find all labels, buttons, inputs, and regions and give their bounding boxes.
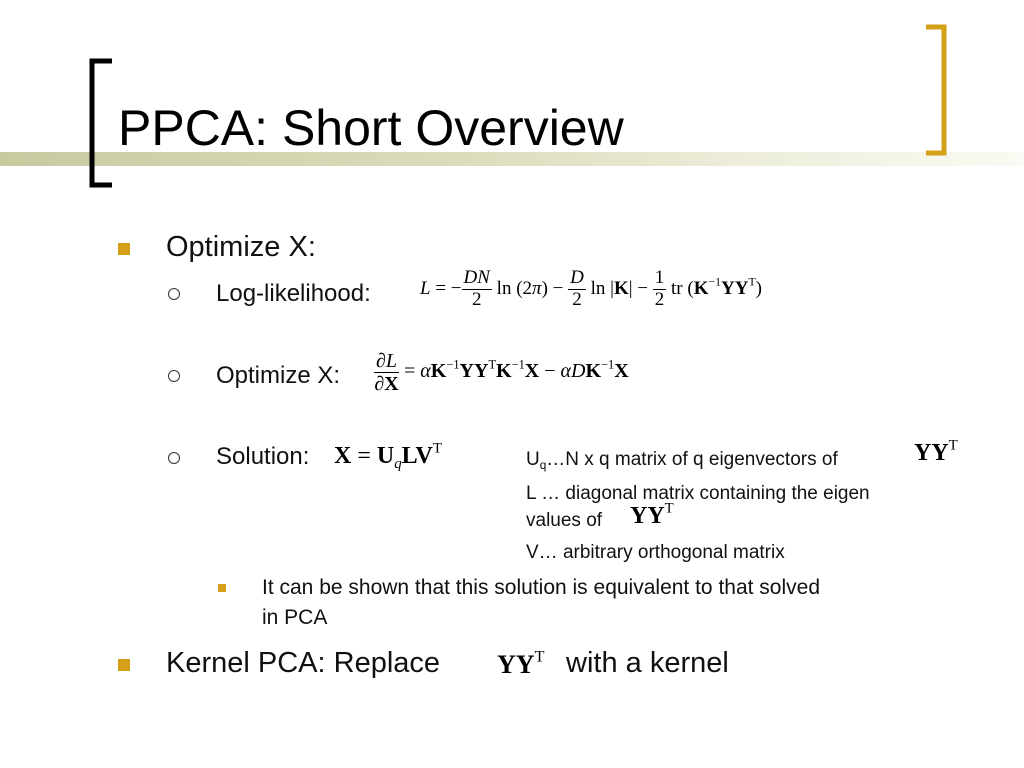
circle-bullet-icon bbox=[168, 370, 180, 382]
kernel-pca-prefix: Kernel PCA: Replace bbox=[166, 647, 441, 679]
kernel-pca-suffix: with a kernel bbox=[566, 647, 729, 679]
yyt-symbol: $YY^T$ bbox=[497, 648, 545, 679]
right-bracket-decoration bbox=[924, 24, 948, 156]
l-note-line2: values of bbox=[526, 510, 603, 531]
circle-bullet-icon bbox=[168, 288, 180, 300]
v-note: V… arbitrary orthogonal matrix bbox=[526, 542, 785, 563]
yyt-symbol: $YY^T$ bbox=[630, 500, 674, 529]
left-bracket-decoration bbox=[88, 58, 114, 188]
solution-equation: $X = U_qLV^T$ bbox=[334, 440, 442, 473]
bullet-square-icon bbox=[118, 659, 130, 671]
loglik-label: Log-likelihood: bbox=[216, 280, 371, 307]
log-likelihood-equation: L = − $\frac{DN}{2}$ ln (2π) − $\frac{D}{2}$ ln |K| − $\frac{1}{2}$ tr $(K^{-1}YY^T)$ bbox=[420, 267, 762, 310]
circle-bullet-icon bbox=[168, 452, 180, 464]
equivalence-note-line1: It can be shown that this solution is equivalent to that solved bbox=[262, 576, 821, 599]
solution-label: Solution: bbox=[216, 443, 310, 470]
equivalence-note-line2: in PCA bbox=[262, 606, 328, 629]
uq-note: $U_q\dots N$ x q matrix of q eigenvectors of bbox=[526, 449, 838, 473]
yyt-symbol: $YY^T$ bbox=[914, 437, 958, 466]
bullet-square-icon bbox=[118, 243, 130, 255]
small-square-bullet-icon bbox=[218, 584, 226, 592]
bullet-optimize-x: Optimize X: bbox=[166, 231, 316, 263]
optimize-x-label: Optimize X: bbox=[216, 362, 341, 389]
slide-title: PPCA: Short Overview bbox=[118, 100, 624, 156]
gradient-equation: $\frac{\partial L}{\partial X}$ = $\alpha K^{-1}YY^TK^{-1}X - \alpha DK^{-1}X$ bbox=[374, 350, 629, 395]
l-note-line1: L … diagonal matrix containing the eigen bbox=[526, 483, 870, 504]
